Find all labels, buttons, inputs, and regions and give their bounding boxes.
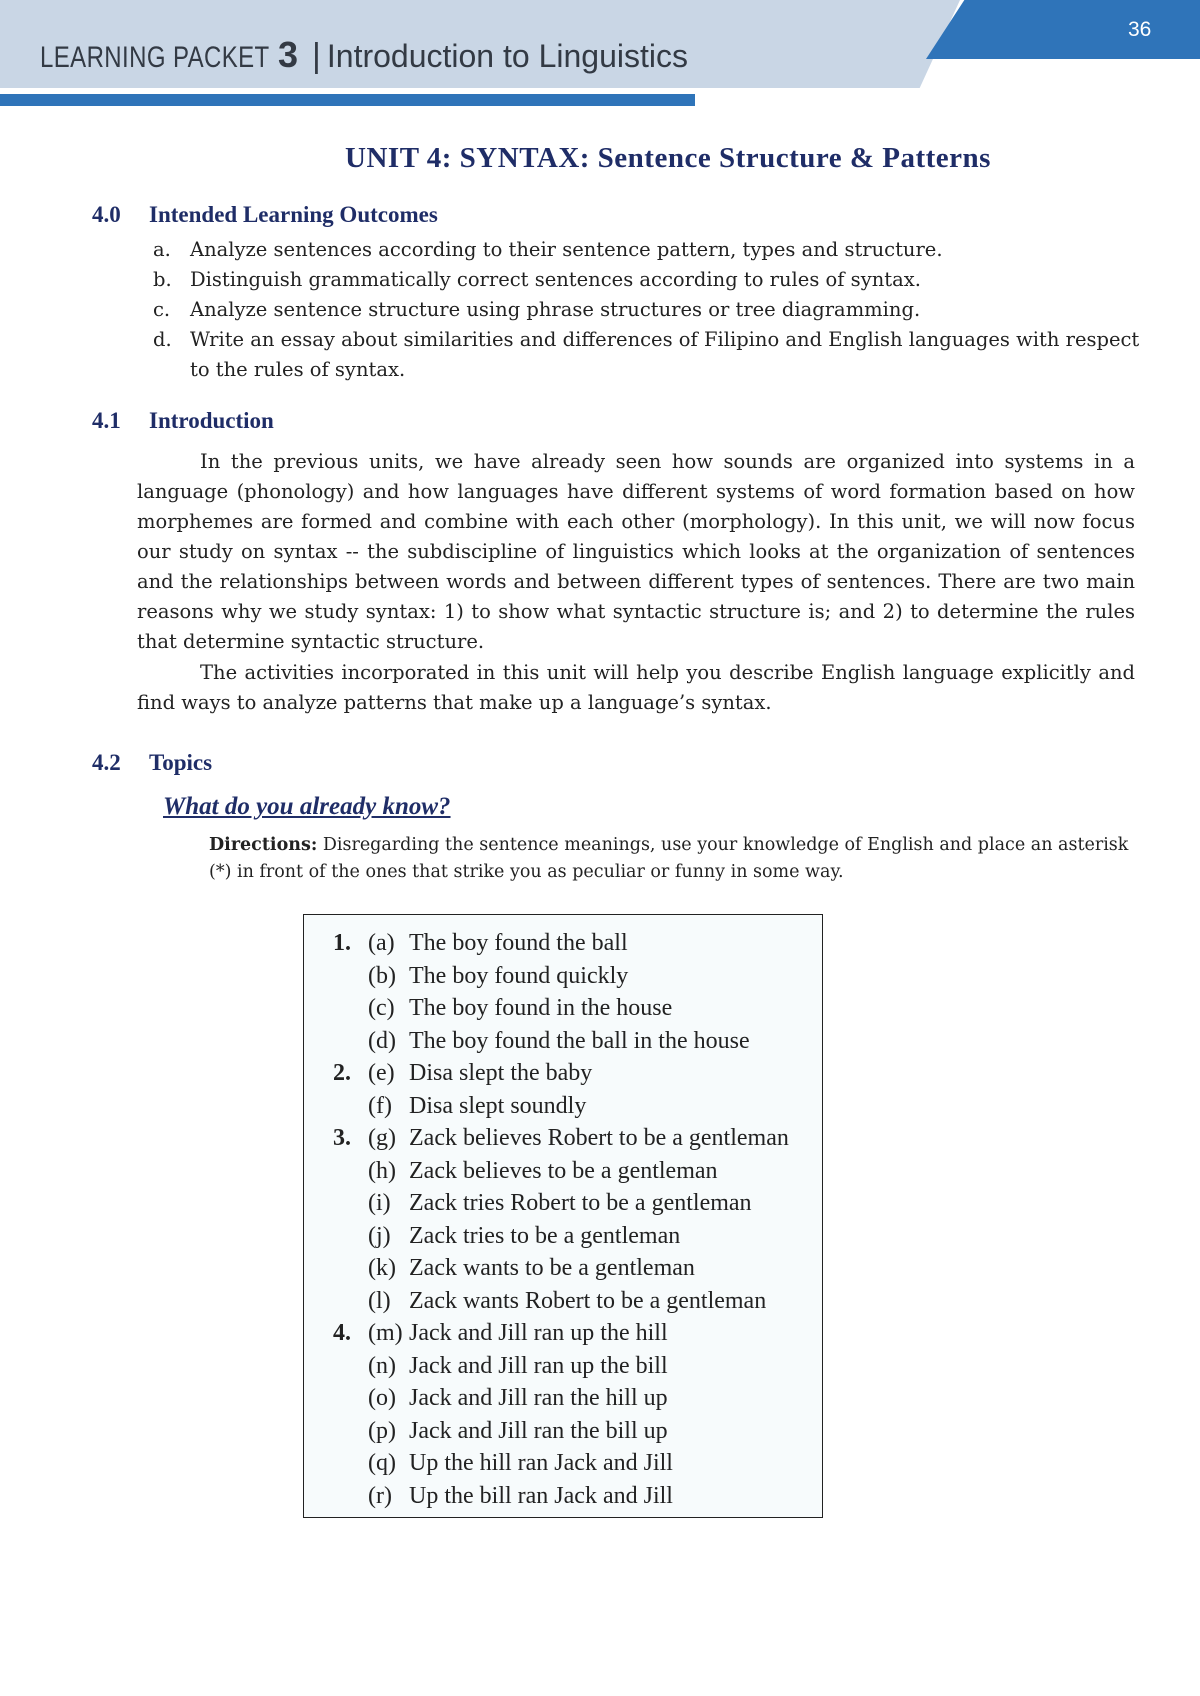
example-letter: (r) [368,1482,392,1509]
example-row [0,1418,1200,1450]
example-sentence: The boy found the ball [409,930,628,956]
section-number: 4.2 [92,750,121,775]
example-sentence: Jack and Jill ran the hill up [409,1385,668,1411]
example-row [0,1223,1200,1255]
example-letter: (g) [368,1125,396,1151]
packet-separator: | [312,37,321,75]
example-row [0,1060,1200,1092]
example-letter: (a) [368,930,395,956]
example-row [0,1158,1200,1190]
example-sentence: Up the hill ran Jack and Jill [409,1450,673,1476]
example-letter: (b) [368,962,396,989]
example-row [0,1028,1200,1060]
example-sentence: The boy found quickly [409,962,629,989]
example-letter: (p) [368,1417,396,1444]
example-group-number: 3. [333,1125,351,1151]
example-sentence: Disa slept the baby [409,1060,593,1086]
section-heading-topics [92,750,212,776]
example-letter: (n) [368,1352,396,1379]
example-letter: (h) [368,1157,396,1184]
course-title: Introduction to Linguistics [326,38,688,74]
example-row [0,930,1200,962]
example-sentence: Jack and Jill ran the bill up [409,1417,668,1444]
example-sentence: Jack and Jill ran up the bill [409,1352,668,1379]
example-row [0,1320,1200,1352]
example-row [0,1353,1200,1385]
example-sentence: The boy found in the house [409,995,673,1021]
example-row [0,1483,1200,1515]
example-sentence: Zack wants Robert to be a gentleman [409,1287,767,1314]
example-sentence: Zack believes to be a gentleman [409,1157,718,1184]
example-row [0,1385,1200,1417]
directions-label: Directions: [209,835,318,855]
example-row [0,1093,1200,1125]
example-letter: (j) [368,1222,391,1249]
list-item: b. Distinguish grammatically correct sentences according to rules of syntax. [153,268,921,291]
example-letter: (l) [368,1287,391,1314]
header-underline-bar [0,94,695,106]
example-row [0,1190,1200,1222]
section-title: Topics [149,750,213,775]
example-group-number: 2. [333,1060,351,1086]
activity-subheading: What do you already know? [163,793,451,820]
list-item: a. Analyze sentences according to their sentence pattern, types and structure. [153,238,943,261]
directions-text [209,832,1137,886]
example-sentence: Up the bill ran Jack and Jill [409,1482,673,1509]
section-number: 4.0 [92,202,121,227]
example-row [0,1288,1200,1320]
example-row [0,995,1200,1027]
example-letter: (q) [368,1450,396,1476]
example-letter: (c) [368,995,395,1021]
example-letter: (m) [368,1320,403,1346]
example-row [0,963,1200,995]
example-group-number: 4. [333,1320,351,1346]
example-sentence: Zack believes Robert to be a gentleman [409,1125,789,1151]
section-heading-introduction [92,408,274,434]
example-row [0,1450,1200,1482]
list-item: c. Analyze sentence structure using phrase structures or tree diagramming. [153,298,921,321]
section-title: Introduction [149,408,274,433]
intro-paragraph-2: The activities incorporated in this unit will help you describe English language explicitly and find ways to analyze patterns that make up a language’s syntax. [137,661,1135,714]
packet-label: LEARNING PACKET [40,41,270,74]
section-heading-outcomes [92,202,438,228]
example-sentence: Disa slept soundly [409,1092,587,1119]
example-letter: (d) [368,1027,396,1054]
packet-heading [40,34,688,76]
example-letter: (o) [368,1385,396,1411]
example-group-number: 1. [333,930,351,956]
header-accent [926,0,1200,59]
section-title: Intended Learning Outcomes [149,202,438,227]
example-letter: (i) [368,1190,391,1216]
directions-body: Disregarding the sentence meanings, use your knowledge of English and place an asterisk (*) in front of the ones that strike you as peculiar or funny in some way. [209,835,1129,882]
page-number: 36 [1128,18,1152,41]
example-sentence: Zack tries Robert to be a gentleman [409,1190,752,1216]
intro-paragraph-1: In the previous units, we have already seen how sounds are organized into systems in a language (phonology) and how languages have different systems of word formation based on how morphemes are formed and combine with each other (morphology). In this unit, we will now focus our study on syntax -- the subdiscipline of linguistics which looks at the organization of sentences and the relationships between words and between different types of sentences. There are two main reasons why we study syntax: 1) to show what syntactic structure is; and 2) to determine the rules that determine syntactic structure. [137,450,1135,653]
example-sentence: Zack wants to be a gentleman [409,1255,695,1281]
example-sentence: Zack tries to be a gentleman [409,1222,681,1249]
section-number: 4.1 [92,408,121,433]
example-row [0,1125,1200,1157]
example-sentence: Jack and Jill ran up the hill [409,1320,668,1346]
packet-number: 3 [278,34,299,75]
example-letter: (k) [368,1255,396,1281]
outcomes-list [153,235,1143,385]
example-sentence: The boy found the ball in the house [409,1027,750,1054]
example-row [0,1255,1200,1287]
example-letter: (f) [368,1092,392,1119]
list-item: d. Write an essay about similarities and differences of Filipino and English languages with respect to the rules of syntax. [153,328,1140,381]
example-letter: (e) [368,1060,395,1086]
unit-title: UNIT 4: SYNTAX: Sentence Structure & Patterns [345,142,991,174]
